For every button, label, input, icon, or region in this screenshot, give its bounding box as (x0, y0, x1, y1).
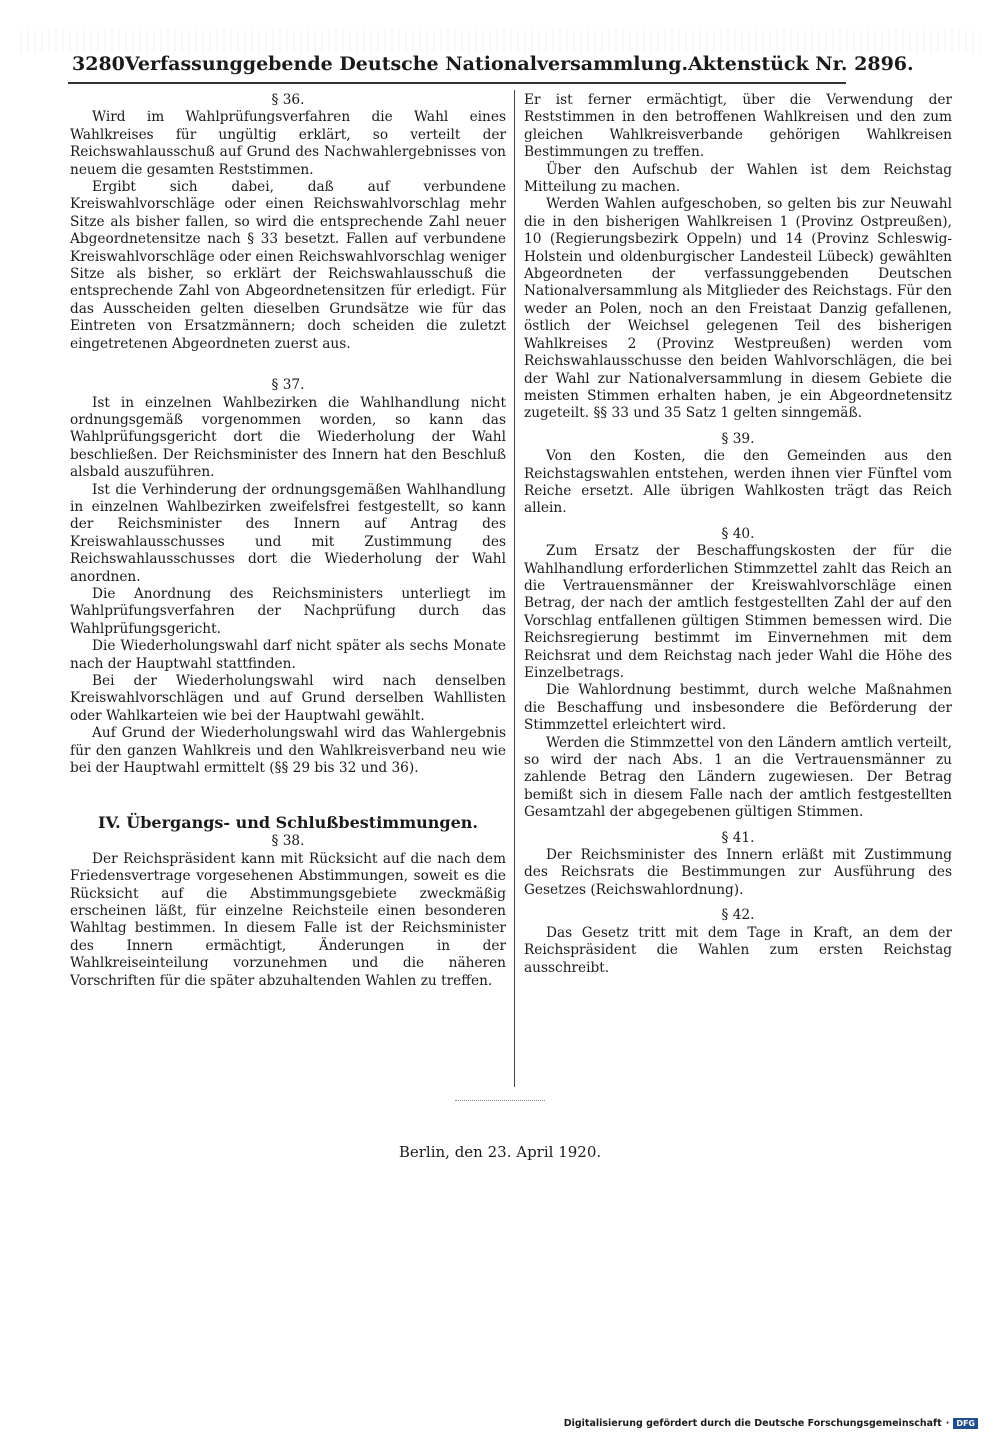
section-heading-39: § 39. (721, 430, 755, 447)
paragraph: Werden die Stimmzettel von den Ländern amtlich verteilt, so wird der nach Abs. 1 an die Vertrauensmänner zu zahlende Betrag den Ländern zugewiesen. Der Betrag bemißt sich in diesem Falle nach der amtlich festgestellten Gesamtzahl der abgegebenen gültigen Stimmen. (524, 734, 952, 821)
right-column (524, 92, 952, 977)
paragraph: Über den Aufschub der Wahlen ist dem Reichstag Mitteilung zu machen. (524, 161, 952, 196)
section-heading-36: § 36. (271, 92, 305, 108)
digitization-footer (564, 1418, 978, 1429)
paragraph: Ist in einzelnen Wahlbezirken die Wahlhandlung nicht ordnungsgemäß vorgenommen worden, so kann das Wahlprüfungsgericht dort die Wiederholung der Wahl beschließen. Der Reichsminister des Innern hat den Beschluß alsbald auszuführen. (70, 394, 506, 481)
section-heading-38: § 38. (271, 833, 305, 850)
paragraph: Das Gesetz tritt mit dem Tage in Kraft, an dem der Reichspräsident die Wahlen zum ersten Reichstag ausschreibt. (524, 924, 952, 976)
paragraph: Die Anordnung des Reichsministers unterliegt im Wahlprüfungsverfahren der Nachprüfung durch das Wahlprüfungsgericht. (70, 585, 506, 637)
paragraph: Werden Wahlen aufgeschoben, so gelten bis zur Neuwahl die in den bisherigen Wahlkreisen 1 (Provinz Ostpreußen), 10 (Regierungsbezirk Oppeln) und 14 (Provinz Schleswig-Holstein und oldenburgischer Landesteil Lübeck) gewählten Abgeordneten der verfassunggebenden Deutschen Nationalversammlung als Mitglieder des Reichstags. Für den weder an Polen, noch an den Freistaat Danzig gefallenen, östlich der Weichsel gelegenen Teil des bisherigen Wahlkreises 2 (Provinz Westpreußen) werden vom Reichswahlausschusse den beiden Wahlvorschlägen, die bei der Wahl zur Nationalversammlung in diesem Gebiete die meisten Stimmen erhalten haben, je ein Abgeordnetensitz zugeteilt. §§ 33 und 35 Satz 1 gelten sinngemäß. (524, 196, 952, 422)
column-divider (514, 90, 515, 1087)
paragraph: Von den Kosten, die den Gemeinden aus den Reichstagswahlen entstehen, werden ihnen vier Fünftel vom Reiche ersetzt. Alle übrigen Wahlkosten trägt das Reich allein. (524, 448, 952, 517)
footer-separator: · (945, 1418, 950, 1429)
document-reference: Aktenstück Nr. 2896. (688, 53, 914, 75)
section-heading-41: § 41. (721, 829, 755, 846)
page-header (72, 52, 914, 76)
paragraph: Auf Grund der Wiederholungswahl wird das Wahlergebnis für den ganzen Wahlkreis und den Wahlkreisverband neu wie bei der Hauptwahl ermittelt (§§ 29 bis 32 und 36). (70, 725, 506, 777)
footer-text: Digitalisierung gefördert durch die Deutsche Forschungsgemeinschaft (563, 1418, 942, 1429)
paragraph: Er ist ferner ermächtigt, über die Verwendung der Reststimmen in den betroffenen Wahlkreisen und den zum gleichen Wahlkreisverbande gehörigen Wahlkreisen Bestimmungen zu treffen. (524, 92, 952, 161)
paragraph: Der Reichspräsident kann mit Rücksicht auf die nach dem Friedensvertrage vorgesehenen Abstimmungen, soweit es die Rücksicht auf die Abstimmungsgebiete zweckmäßig erscheinen läßt, für einzelne Reichsteile einen besonderen Wahltag bestimmen. In diesem Falle ist der Reichsminister des Innern ermächtigt, Änderungen in der Wahlkreiseinteilung vorzunehmen und die näheren Vorschriften für die später abzuhaltenden Wahlen zu treffen. (70, 850, 506, 989)
end-divider (455, 1100, 545, 1102)
paragraph: Der Reichsminister des Innern erläßt mit Zustimmung des Reichsrats die Bestimmungen zur Ausführung des Gesetzes (Reichswahlordnung). (524, 847, 952, 898)
paragraph: Wird im Wahlprüfungsverfahren die Wahl eines Wahlkreises für ungültig erklärt, so verteilt der Reichswahlausschuß auf Grund des Nachwahlergebnisses von neuem die gesamten Reststimmen. (70, 109, 506, 178)
paragraph: Bei der Wiederholungswahl wird nach denselben Kreiswahlvorschlägen und auf Grund derselben Wahllisten oder Wahlkarteien wie bei der Hauptwahl gewählt. (70, 673, 506, 724)
dfg-logo: DFG (953, 1418, 978, 1429)
left-column (70, 92, 506, 990)
paragraph: Die Wiederholungswahl darf nicht später als sechs Monate nach der Hauptwahl stattfinden. (70, 638, 506, 672)
header-title: Verfassunggebende Deutsche Nationalversammlung. (124, 53, 689, 75)
section-heading-42: § 42. (721, 907, 755, 924)
section-heading-40: § 40. (721, 525, 755, 542)
paragraph: Ist die Verhinderung der ordnungsgemäßen Wahlhandlung in einzelnen Wahlbezirken zweifelsfrei festgestellt, so kann der Reichsminister des Innern auf Antrag des Kreiswahlausschusses und mit Zustimmung des Reichswahlausschusses dort die Wiederholung der Wahl anordnen. (70, 481, 506, 585)
paragraph: Die Wahlordnung bestimmt, durch welche Maßnahmen die Beschaffung und insbesondere die Beförderung der Stimmzettel erleichtert wird. (524, 682, 952, 734)
part-title: IV. Übergangs- und Schlußbestimmungen. (98, 813, 478, 833)
paragraph: Ergibt sich dabei, daß auf verbundene Kreiswahlvorschläge oder einen Reichswahlvorschlag mehr Sitze als bisher fallen, so wird die entsprechende Zahl neuer Abgeordnetensitze nach § 33 besetzt. Fallen auf verbundene Kreiswahlvorschläge oder einen Reichswahlvorschlag weniger Sitze als bisher, so erklärt der Reichswahlausschuß die entsprechende Zahl von Abgeordnetensitzen für erledigt. Für das Ausscheiden gelten dieselben Grundsätze wie für das Eintreten von Ersatzmännern; doch scheiden die zuletzt eingetretenen Abgeordneten zuerst aus. (70, 179, 506, 352)
paragraph: Zum Ersatz der Beschaffungskosten der für die Wahlhandlung erforderlichen Stimmzettel zahlt das Reich an die Vertrauensmänner der Kreiswahlvorschläge einen Betrag, der nach der amtlich festgestellten Zahl der auf den Vorschlag entfallenen gültigen Stimmen bemessen wird. Die Reichsregierung bestimmt im Einvernehmen mit dem Reichsrat und dem Reichstag nach jeder Wahl die Höhe des Einzelbetrags. (524, 543, 952, 681)
closing-dateline: Berlin, den 23. April 1920. (398, 1143, 602, 1161)
section-heading-37: § 37. (271, 377, 305, 394)
header-rule (68, 82, 846, 84)
page-number: 3280 (72, 53, 125, 75)
scan-noise (20, 30, 980, 52)
